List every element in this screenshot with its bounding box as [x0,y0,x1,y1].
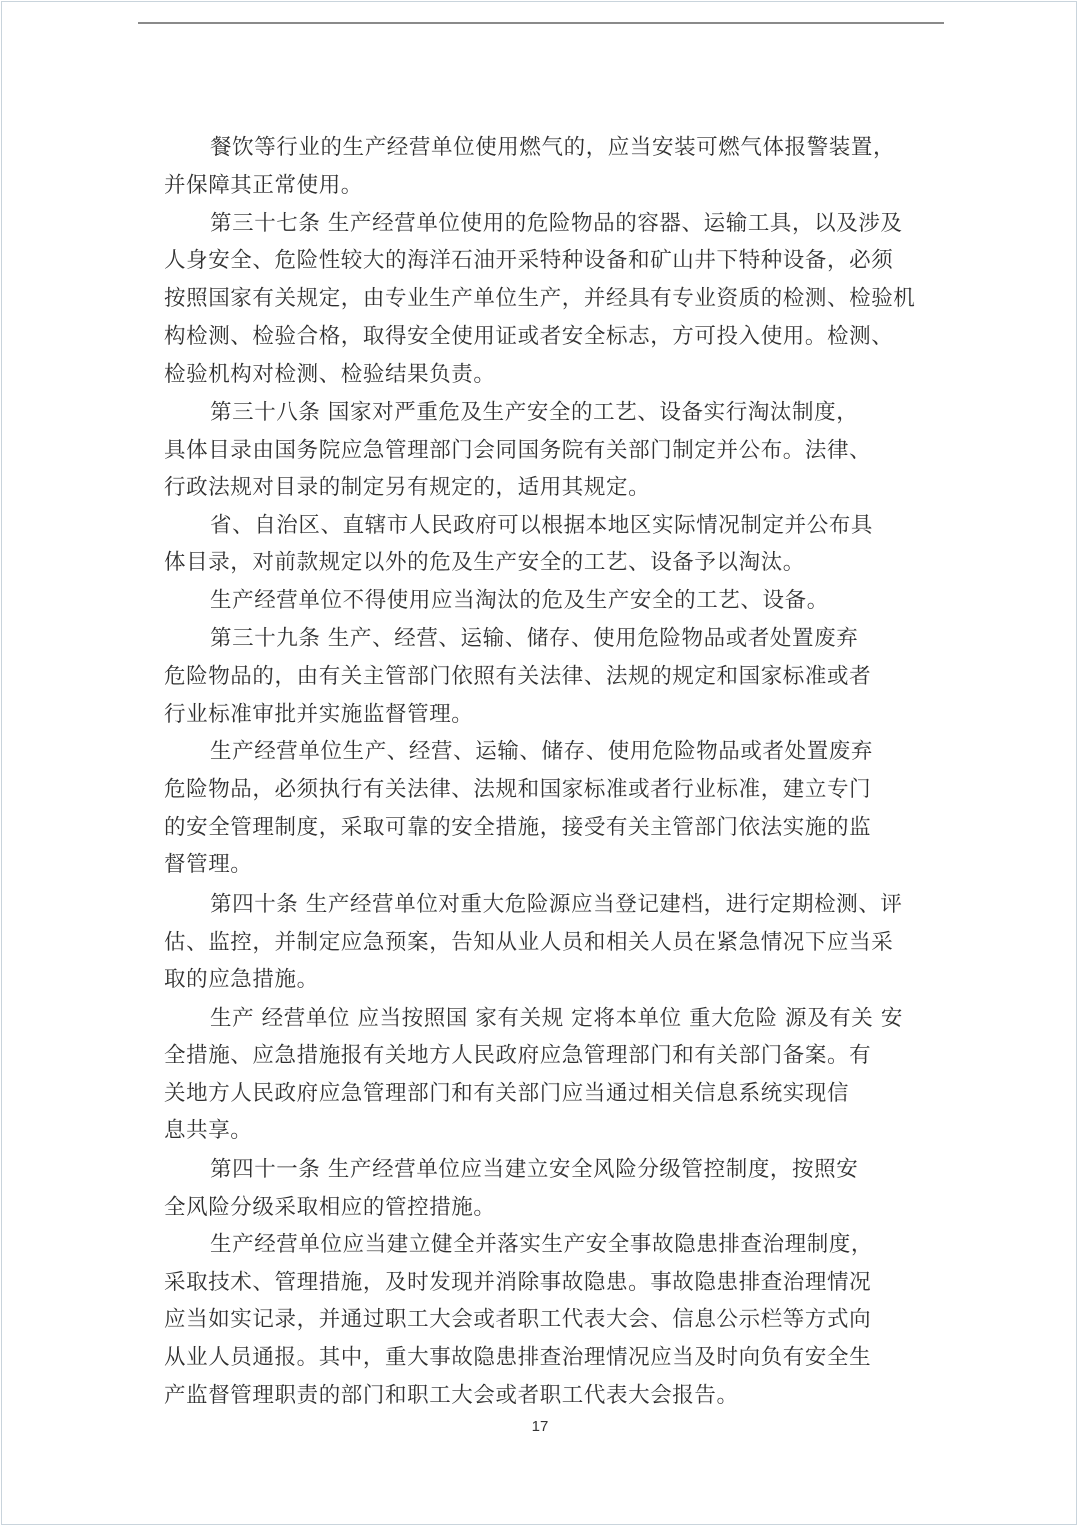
text-line: 应当如实记录，并通过职工大会或者职工代表大会、信息公示栏等方式向 [164,1307,872,1332]
text-line: 第四十一条 生产经营单位应当建立安全风险分级管控制度，按照安 [210,1157,859,1182]
text-line: 行政法规对目录的制定另有规定的，适用其规定。 [164,475,651,500]
text-line: 生产 经营单位 应当按照国 家有关规 定将本单位 重大危险 源及有关 安 [210,1006,903,1031]
text-line: 生产经营单位生产、经营、运输、储存、使用危险物品或者处置废弃 [210,739,874,764]
text-line: 关地方人民政府应急管理部门和有关部门应当通过相关信息系统实现信 [164,1081,850,1106]
text-line: 行业标准审批并实施监督管理。 [164,702,474,727]
text-line: 第四十条 生产经营单位对重大危险源应当登记建档，进行定期检测、评 [210,892,903,917]
text-line: 危险物品，必须执行有关法律、法规和国家标准或者行业标准，建立专门 [164,777,872,802]
text-line: 从业人员通报。其中，重大事故隐患排查治理情况应当及时向负有安全生 [164,1345,872,1370]
text-line: 危险物品的，由有关主管部门依照有关法律、法规的规定和国家标准或者 [164,664,872,689]
text-line: 生产经营单位应当建立健全并落实生产安全事故隐患排查治理制度， [210,1232,874,1257]
text-line: 全风险分级采取相应的管控措施。 [164,1195,496,1220]
text-line: 的安全管理制度，采取可靠的安全措施，接受有关主管部门依法实施的监 [164,815,872,840]
text-line: 取的应急措施。 [164,967,319,992]
text-line: 具体目录由国务院应急管理部门会同国务院有关部门制定并公布。法律、 [164,438,872,463]
page-number: 17 [531,1418,549,1435]
text-line: 督管理。 [164,852,253,877]
text-line: 估、监控，并制定应急预案，告知从业人员和相关人员在紧急情况下应当采 [164,930,894,955]
text-line: 全措施、应急措施报有关地方人民政府应急管理部门和有关部门备案。有 [164,1043,872,1068]
text-line: 构检测、检验合格，取得安全使用证或者安全标志，方可投入使用。检测、 [164,324,894,349]
text-line: 第三十八条 国家对严重危及生产安全的工艺、设备实行淘汰制度， [210,400,859,425]
text-line: 息共享。 [164,1118,253,1143]
text-line: 第三十九条 生产、经营、运输、储存、使用危险物品或者处置废弃 [210,626,859,651]
text-line: 生产经营单位不得使用应当淘汰的危及生产安全的工艺、设备。 [210,588,829,613]
text-line: 人身安全、危险性较大的海洋石油开采特种设备和矿山井下特种设备，必须 [164,248,894,273]
text-line: 按照国家有关规定，由专业生产单位生产，并经具有专业资质的检测、检验机 [164,286,916,311]
text-line: 省、自治区、直辖市人民政府可以根据本地区实际情况制定并公布具 [210,513,874,538]
text-line: 餐饮等行业的生产经营单位使用燃气的，应当安装可燃气体报警装置， [210,135,896,160]
text-line: 第三十七条 生产经营单位使用的危险物品的容器、运输工具，以及涉及 [210,211,903,236]
text-line: 体目录，对前款规定以外的危及生产安全的工艺、设备予以淘汰。 [164,550,805,575]
text-line: 采取技术、管理措施，及时发现并消除事故隐患。事故隐患排查治理情况 [164,1270,872,1295]
text-line: 并保障其正常使用。 [164,173,363,198]
text-line: 检验机构对检测、检验结果负责。 [164,362,496,387]
text-line: 产监督管理职责的部门和职工大会或者职工代表大会报告。 [164,1383,739,1408]
